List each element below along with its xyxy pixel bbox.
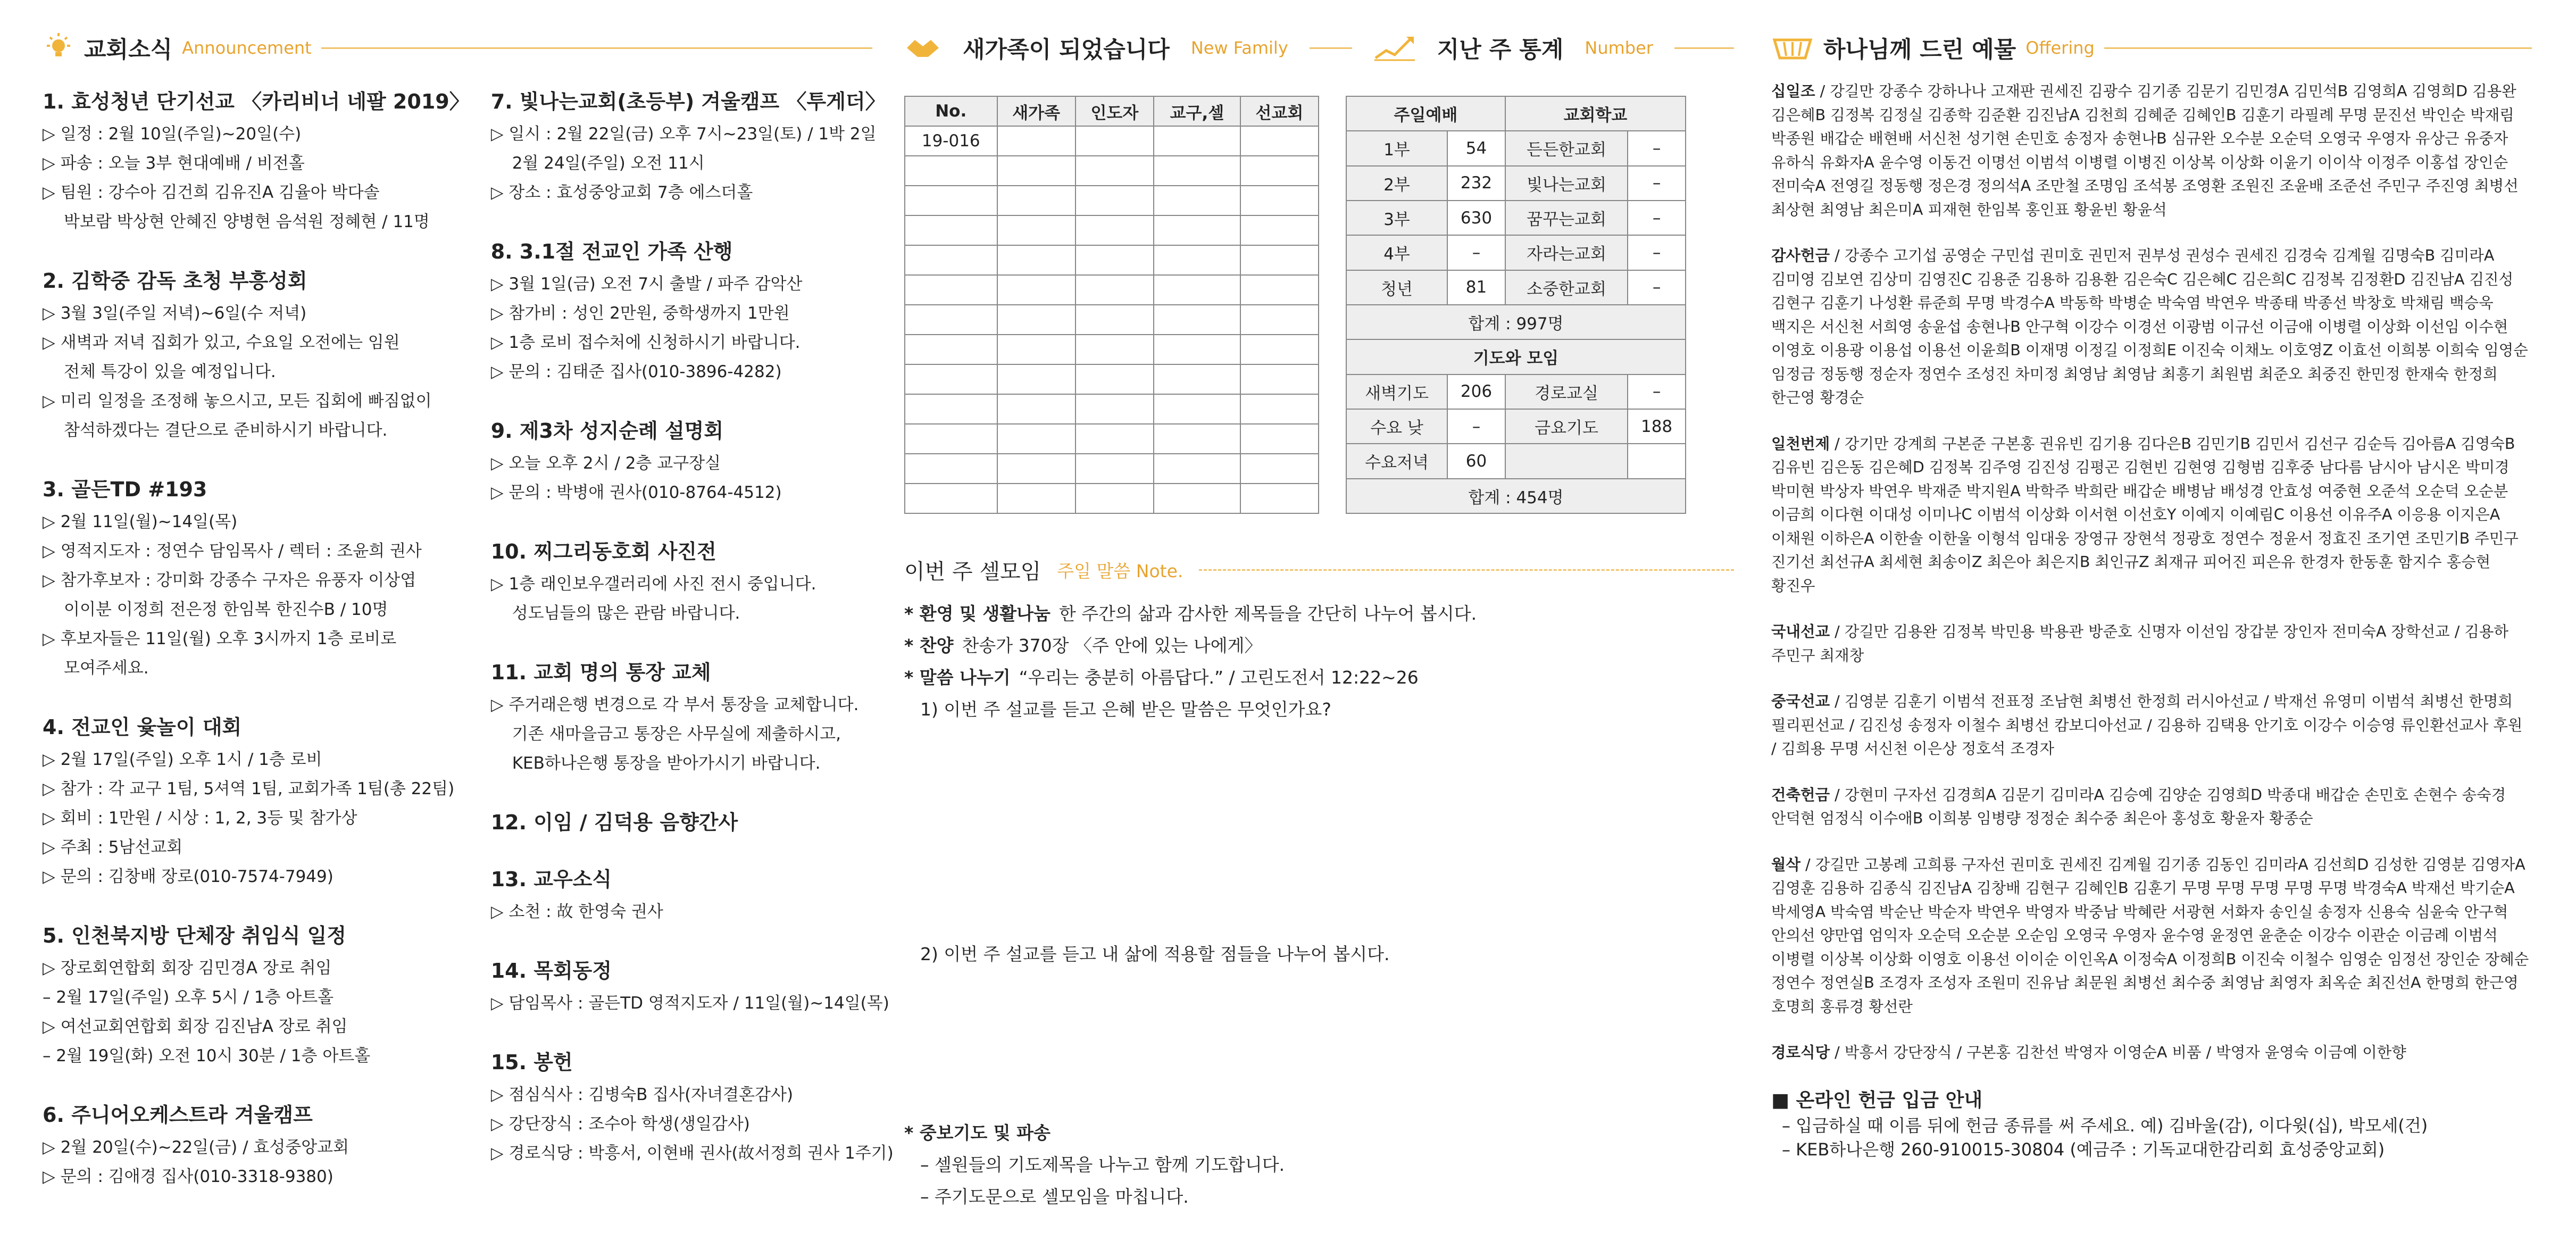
announcement-item-line: ▷ 주거래은행 변경으로 각 부서 통장을 교체합니다. (490, 695, 859, 714)
newfamily-cell (997, 126, 1076, 156)
newfamily-cell (1076, 484, 1154, 513)
cell-meeting-items (904, 598, 1734, 970)
announcement-item (43, 711, 470, 892)
announcement-item (491, 954, 894, 1018)
announcement-item-line: 참석하겠다는 결단으로 준비하시기 바랍니다. (64, 421, 388, 440)
offering-category: 국내선교 (1771, 623, 1830, 640)
announcement-item-title: 2. 김학중 감독 초청 부흥성회 (43, 269, 307, 293)
newfamily-cell (1076, 186, 1154, 215)
newfamily-cell (1154, 484, 1240, 513)
newfamily-cell (905, 275, 997, 305)
offering-category: 일천번제 (1771, 435, 1830, 453)
announcement-item-line: ▷ 참가후보자 : 강미화 강종수 구자은 유풍자 이상엽 (43, 571, 416, 590)
announcement-item-line: ▷ 여선교회연합회 회장 김진남A 장로 취임 (43, 1017, 348, 1036)
announcement-item-line: ▷ 파송 : 오늘 3부 현대예배 / 비전홀 (43, 154, 305, 173)
stats-prayer-value (1628, 444, 1686, 478)
newfamily-cell (1154, 394, 1240, 424)
newfamily-row (905, 424, 1319, 454)
announcement-item (43, 1098, 470, 1192)
newfamily-cell (1154, 424, 1240, 454)
announcement-item-line: ▷ 후보자들은 11일(월) 오후 3시까지 1층 로비로 (43, 629, 397, 648)
stats-prayer-label: 수요저녁 (1346, 444, 1447, 478)
newfamily-header-cell: 선교회 (1240, 96, 1319, 126)
stats-label: 4부 (1346, 235, 1447, 270)
offering-list (1771, 80, 2532, 1065)
offering-category: 경로식당 (1771, 1044, 1830, 1061)
announcement-item-line: ▷ 문의 : 김태준 집사(010-3896-4282) (490, 362, 782, 381)
announcement-item-line: ▷ 새벽과 저녁 집회가 있고, 수요일 오전에는 임원 (43, 333, 400, 352)
announcement-item-line: KEB하나은행 통장을 받아가시기 바랍니다. (512, 754, 821, 773)
newfamily-header-cell: 인도자 (1076, 96, 1154, 126)
newfamily-cell (1154, 186, 1240, 215)
cell-item-word: * 말씀 나누기 “우리는 충분히 아름답다.” / 고린도전서 12:22~26 (904, 667, 1419, 688)
stats-prayer-label: 새벽기도 (1346, 374, 1447, 409)
newfamily-cell (997, 215, 1076, 245)
newfamily-title: 새가족이 되었습니다 (963, 36, 1170, 63)
newfamily-cell (905, 394, 997, 424)
announcement-item-line: ▷ 문의 : 김창배 장로(010-7574-7949) (43, 867, 334, 886)
offering-title: 하나님께 드린 예물 (1823, 36, 2016, 63)
announcement-item-line: ▷ 미리 일정을 조정해 놓으시고, 모든 집회에 빠짐없이 (43, 392, 432, 411)
announcement-item-title: 6. 주니어오케스트라 겨울캠프 (43, 1103, 313, 1127)
announcement-item-line: ▷ 장소 : 효성중앙교회 7층 에스더홀 (490, 183, 753, 202)
newfamily-stats-section (904, 21, 1734, 970)
announcement-item-title: 13. 교우소식 (490, 868, 612, 891)
announcement-en: Announcement (182, 38, 312, 58)
announcement-item (43, 919, 470, 1071)
newfamily-cell (1154, 454, 1240, 484)
announcement-item-line: ▷ 2월 17일(주일) 오후 1시 / 1층 로비 (43, 750, 322, 769)
stats-school-value: – (1628, 235, 1686, 270)
prayer-line-1: – 셀원들의 기도제목을 나누고 함께 기도합니다. (920, 1154, 1285, 1175)
newfamily-cell (1076, 364, 1154, 394)
newfamily-cell (905, 484, 997, 513)
newfamily-cell (997, 394, 1076, 424)
newfamily-cell (905, 335, 997, 364)
newfamily-cell (1076, 335, 1154, 364)
stats-worship-row (1346, 270, 1686, 305)
cell-meeting-subtitle: 주일 말씀 Note. (1057, 560, 1183, 581)
newfamily-cell (1240, 335, 1319, 364)
announcement-item-title: 8. 3.1절 전교인 가족 산행 (490, 240, 733, 263)
announcement-item-line: 이이분 이정희 전은정 한임복 한진수B / 10명 (64, 600, 388, 619)
announcement-item-line: ▷ 주최 : 5남선교회 (43, 838, 183, 857)
announcement-item-line: 2월 24일(주일) 오전 11시 (512, 154, 705, 173)
announcement-item-title: 1. 효성청년 단기선교 〈카리비너 네팔 2019〉 (43, 90, 470, 113)
announcement-item-line: – 2월 17일(주일) 오후 5시 / 1층 아트홀 (43, 988, 334, 1007)
announcement-item-line: ▷ 영적지도자 : 정연수 담임목사 / 렉터 : 조윤희 권사 (43, 542, 422, 561)
newfamily-cell (1076, 394, 1154, 424)
lightbulb-icon (43, 32, 74, 64)
offering-header (1771, 21, 2532, 74)
newfamily-row (905, 186, 1319, 215)
stats-label: 1부 (1346, 131, 1447, 165)
stats-prayer-label: 수요 낮 (1346, 409, 1447, 444)
announcement-item-line: ▷ 참가 : 각 교구 1팀, 5셔역 1팀, 교회가족 1팀(총 22팀) (43, 779, 455, 798)
stats-worship-row (1346, 201, 1686, 235)
stats-prayer-value: 206 (1447, 374, 1505, 409)
stats-label: 2부 (1346, 166, 1447, 201)
stats-school-value: – (1628, 166, 1686, 201)
online-offering-line-2: – KEB하나은행 260-910015-30804 (예금주 : 기독교대한감리회 효성중앙교회) (1782, 1139, 2385, 1160)
stats-label: 청년 (1346, 270, 1447, 305)
announcement-item (491, 806, 894, 835)
announcement-item-title: 4. 전교인 윷놀이 대회 (43, 715, 242, 739)
announcement-item (491, 85, 894, 207)
basket-icon (1771, 35, 1814, 61)
announcement-item-line: ▷ 점심식사 : 김병숙B 집사(자녀결혼감사) (490, 1085, 794, 1104)
newfamily-cell (905, 454, 997, 484)
newfamily-cell (905, 424, 997, 454)
newfamily-row (905, 364, 1319, 394)
newfamily-cell (997, 275, 1076, 305)
stats-worship-header: 주일예배 (1346, 96, 1505, 131)
offering-names: / 강현미 구자선 김경희A 김문기 김미라A 김승예 김양순 김영희D 박종대 배갑순 손민호 손현수 송숙경 안덕현 엄정식 이수애B 이희봉 임병량 정정순 최수중 최은아 홍성호 황윤자 황종순 (1771, 786, 2506, 827)
cell-item-welcome: * 환영 및 생활나눔 한 주간의 삶과 감사한 제목들을 간단히 나누어 봅시다. (904, 603, 1477, 624)
announcement-item-line: ▷ 2월 11일(월)~14일(목) (43, 512, 238, 531)
offering-names: / 강기만 강계희 구본준 구본홍 권유빈 김기용 김다은B 김민기B 김민서 김선구 김순득 김아름A 김영숙B 김유빈 김은동 김은혜D 김정복 김주영 김진성 김평곤 김현빈 김현영 김형범 김후중 남다름 남시아 남시온 박미경 박미현 박상자 박연우 박재준 박지원A 박학주 박희란 배갑순 배병남 배성경 안효성 여중현 오준석 오순덕 오순분 이금희 이다현 이대성 이미나C 이범석 이상화 이서현 이선호Y 이예지 이예림C 이용선 이유주A 이응용 이지은A 이채원 이하은A 이한솔 이한울 이형석 임대웅 장영규 장현석 정광호 정연수 정윤서 정효진 조기연 조민기B 주민구 진기선 최선규A 최세현 최송이Z 최은아 최은지B 최인규Z 최재규 피어진 피은유 한경자 한동훈 함지수 홍승현 황진우 (1771, 435, 2519, 595)
newfamily-cell (1240, 424, 1319, 454)
stats-school-label: 든든한교회 (1505, 131, 1628, 165)
offering-category: 중국선교 (1771, 693, 1830, 710)
announcement-item-line: ▷ 3월 3일(주일 저녁)~6일(수 저녁) (43, 304, 307, 323)
newfamily-cell (1076, 245, 1154, 275)
announcement-item-title: 7. 빛나는교회(초등부) 겨울캠프 〈투게더〉 (490, 90, 886, 113)
newfamily-header-cell: No. (905, 96, 997, 126)
newfamily-row (905, 275, 1319, 305)
newfamily-cell (997, 186, 1076, 215)
online-offering-info (1771, 1087, 2532, 1162)
offering-paragraph (1771, 784, 2532, 831)
stats-prayer-label: 금요기도 (1505, 409, 1628, 444)
stats-value: 232 (1447, 166, 1505, 201)
stats-header-row (1346, 96, 1686, 131)
stats-prayer-total: 합계 : 454명 (1346, 479, 1686, 513)
newfamily-row (905, 215, 1319, 245)
announcement-item-line: ▷ 담임목사 : 골든TD 영적지도자 / 11일(월)~14일(목) (490, 994, 889, 1013)
handshake-icon (904, 35, 941, 61)
offering-names: / 강길만 강종수 강하나나 고재판 권세진 김광수 김기종 김문기 김민경A 김민석B 김영희A 김영희D 김용완 김은혜B 김정복 김정실 김종학 김준환 김진남A 김천희 김혜준 김혜인B 김훈기 라필례 무명 문진선 박인순 박재림 박종원 배갑순 배현배 서신천 성기현 손민호 송정자 송현나B 심규완 오수분 오순덕 오영국 우영자 유상근 유중자 유하식 유화자A 윤수영 이동건 이명선 이범석 이병렬 이병진 이상복 이상화 이윤기 이이삭 이정주 이홍섭 장인순 전미숙A 전영길 정동행 정은경 정의석A 조만철 조명임 조석봉 조영환 조원진 조윤배 조준선 주민구 주진영 최병선 최상현 최영남 최은미A 피재현 한임복 홍인표 황윤빈 황윤석 (1771, 82, 2519, 219)
newfamily-cell (997, 484, 1076, 513)
newfamily-cell (905, 215, 997, 245)
newfamily-cell (905, 364, 997, 394)
stats-school-value: – (1628, 270, 1686, 305)
cell-item-hymn: * 찬양 찬송가 370장 〈주 안에 있는 나에게〉 (904, 635, 1262, 656)
announcement-item (43, 473, 470, 683)
announcement-item-title: 10. 찌그리동호회 사진전 (490, 540, 716, 563)
newfamily-cell (1240, 364, 1319, 394)
stats-prayer-label (1505, 444, 1628, 478)
stats-value: 81 (1447, 270, 1505, 305)
cell-meeting-header (904, 551, 1734, 588)
announcement-item-line: ▷ 일시 : 2월 22일(금) 오후 7시~23일(토) / 1박 2일 (490, 124, 877, 144)
offering-paragraph (1771, 690, 2532, 761)
prayer-section (904, 1117, 1734, 1213)
online-offering-title: ■ 온라인 헌금 입금 안내 (1771, 1089, 1983, 1111)
announcement-item (491, 656, 894, 778)
newfamily-cell (1240, 305, 1319, 335)
announcement-item-line: ▷ 장로회연합회 회장 김민경A 장로 취임 (43, 959, 332, 978)
newfamily-header-cell: 교구,셀 (1154, 96, 1240, 126)
newfamily-row (905, 126, 1319, 156)
newfamily-table (904, 96, 1319, 514)
newfamily-cell (997, 454, 1076, 484)
announcement-item-line: ▷ 2월 20일(수)~22일(금) / 효성중앙교회 (43, 1138, 349, 1157)
newfamily-cell: 19-016 (905, 126, 997, 156)
announcement-item (491, 235, 894, 387)
newfamily-cell (1240, 186, 1319, 215)
newfamily-cell (1076, 215, 1154, 245)
offering-paragraph (1771, 853, 2532, 1019)
newfamily-cell (997, 364, 1076, 394)
announcement-item-line: ▷ 강단장식 : 조수아 학생(생일감사) (490, 1114, 750, 1134)
offering-paragraph (1771, 80, 2532, 222)
stats-prayer-header-row (1346, 339, 1686, 374)
newfamily-cell (1240, 156, 1319, 186)
announcement-item-title: 5. 인천북지방 단체장 취임식 일정 (43, 924, 346, 947)
newfamily-cell (1240, 454, 1319, 484)
stats-worship-row (1346, 131, 1686, 165)
announcement-item (491, 414, 894, 507)
announcement-item-title: 15. 봉헌 (490, 1051, 573, 1074)
announcement-item (43, 85, 470, 237)
newfamily-cell (1076, 275, 1154, 305)
newfamily-header-cell: 새가족 (997, 96, 1076, 126)
newfamily-row (905, 245, 1319, 275)
stats-prayer-row (1346, 444, 1686, 478)
stats-prayer-value: – (1628, 374, 1686, 409)
announcement-item-line: ▷ 회비 : 1만원 / 시상 : 1, 2, 3등 및 참가상 (43, 809, 357, 828)
newfamily-cell (997, 424, 1076, 454)
stats-prayer-row (1346, 374, 1686, 409)
stats-school-value: – (1628, 131, 1686, 165)
stats-en: Number (1585, 38, 1653, 58)
stats-prayer-value: 60 (1447, 444, 1505, 478)
prayer-title: * 중보기도 및 파송 (904, 1122, 1051, 1143)
newfamily-cell (1154, 335, 1240, 364)
stats-table (1346, 96, 1686, 514)
announcement-item-line: ▷ 3월 1일(금) 오전 7시 출발 / 파주 감악산 (490, 274, 803, 294)
header-divider (2104, 47, 2532, 49)
offering-section (1771, 21, 2532, 1162)
offering-category: 건축헌금 (1771, 786, 1830, 804)
online-offering-line-1: – 입금하실 때 이름 뒤에 헌금 종류를 써 주세요. 예) 김바울(감), 이다윗(십), 박모세(건) (1782, 1115, 2428, 1136)
newfamily-cell (997, 335, 1076, 364)
announcement-item-line: 기존 새마을금고 통장은 사무실에 제출하시고, (512, 725, 841, 744)
announcement-col-left (43, 85, 470, 1219)
announcement-item (491, 1046, 894, 1168)
announcement-col-right (491, 85, 894, 1219)
stats-worship-row (1346, 166, 1686, 201)
prayer-line-2: – 주기도문으로 셀모임을 마칩니다. (920, 1186, 1189, 1207)
newfamily-cell (997, 156, 1076, 186)
newfamily-cell (997, 305, 1076, 335)
stats-school-label: 꿈꾸는교회 (1505, 201, 1628, 235)
stats-value: – (1447, 235, 1505, 270)
announcement-item-line: 성도님들의 많은 관람 바랍니다. (512, 604, 740, 623)
stats-prayer-row (1346, 409, 1686, 444)
newfamily-cell (1154, 215, 1240, 245)
newfamily-row (905, 484, 1319, 513)
announcement-item-title: 11. 교회 명의 통장 교체 (490, 661, 711, 684)
newfamily-cell (1076, 305, 1154, 335)
newfamily-cell (1154, 305, 1240, 335)
offering-paragraph (1771, 1041, 2532, 1065)
stats-value: 630 (1447, 201, 1505, 235)
stats-prayer-total-row (1346, 479, 1686, 513)
offering-names: / 강길만 고봉례 고희룡 구자선 권미호 권세진 김계월 김기종 김동인 김미라A 김선희D 김성한 김영분 김영자A 김영훈 김용하 김종식 김진남A 김창배 김현구 김혜인B 김훈기 무명 무명 무명 무명 무명 박경숙A 박재선 박기순A 박세영A 박숙염 박순난 박순자 박연우 박영자 박중남 박혜란 서광현 서화자 송인실 송정자 신용숙 심윤숙 안구혁 안의선 양만엽 엄익자 오순덕 오순분 오순임 오영국 우영자 윤수영 윤정연 윤춘순 이강수 이관순 이금례 이범석 이병렬 이상복 이상화 이영호 이용선 이이순 이인옥A 이정숙A 이정희B 이진숙 이철수 임영순 임정선 장인순 장혜순 정연수 정연실B 조경자 조성자 조원미 진유남 최문원 최병선 최수중 최영남 최영자 최옥순 최진선A 한명희 한근영 호명희 홍류경 황선란 (1771, 855, 2529, 1015)
announcement-item-title: 3. 골든TD #193 (43, 478, 207, 501)
offering-paragraph (1771, 432, 2532, 598)
announcement-item-title: 9. 제3차 성지순례 설명회 (490, 419, 724, 443)
announcement-item (43, 264, 470, 445)
chart-trend-icon (1373, 35, 1416, 61)
newfamily-cell (905, 245, 997, 275)
header-divider (1674, 47, 1734, 49)
offering-names: / 강종수 고기섭 공영순 구민섭 권미호 권민저 권부성 권성수 권세진 김경숙 김계월 김명숙B 김미라A 김미영 김보연 김상미 김영진C 김용준 김용하 김용환 김은숙C 김은혜C 김은희C 김정복 김정환D 김진남A 김진성 김현구 김훈기 나성환 류준희 무명 박경수A 박동학 박병순 박숙염 박연우 박종태 박종선 박창호 박채림 백승욱 백지은 서신천 서희영 송윤섭 송현나B 안구혁 이강수 이경선 이광범 이규선 이금애 이병렬 이상화 이선임 이수현 이영호 이용광 이용섭 이용선 이윤희B 이재명 이정길 이정희E 이진숙 이채노 이호영Z 이효선 이희봉 이희숙 임영순 임정금 정동행 정순자 정연수 조성진 차미정 최영남 최영남 최흥기 최원범 최준오 최중진 한민정 한재숙 한정희 한근영 황경순 (1771, 247, 2528, 406)
newfamily-cell (1154, 126, 1240, 156)
newfamily-cell (1154, 156, 1240, 186)
stats-school-header: 교회학교 (1505, 96, 1686, 131)
offering-names: / 강길만 김용완 김정복 박민용 박용관 방준호 신명자 이선임 장갑분 장인자 전미숙A 장학선교 / 김용하 주민구 최재창 (1771, 623, 2508, 664)
stats-value: 54 (1447, 131, 1505, 165)
announcement-item-line: ▷ 문의 : 박병애 권사(010-8764-4512) (490, 483, 782, 502)
newfamily-row (905, 305, 1319, 335)
announcement-section (43, 21, 894, 1219)
offering-paragraph (1771, 244, 2532, 410)
newfamily-cell (997, 245, 1076, 275)
stats-worship-row (1346, 235, 1686, 270)
announcement-header (43, 21, 872, 74)
announcement-item-line: 모여주세요. (64, 659, 149, 678)
stats-prayer-value: 188 (1628, 409, 1686, 444)
announcement-item-line: ▷ 1층 래인보우갤러리에 사진 전시 중입니다. (490, 575, 816, 594)
newfamily-cell (1240, 126, 1319, 156)
memo-divider (1199, 569, 1734, 571)
announcement-item-line: 전체 특강이 있을 예정입니다. (64, 362, 276, 381)
cell-meeting-title: 이번 주 셀모임 (904, 559, 1041, 584)
offering-category: 십일조 (1771, 82, 1815, 100)
stats-worship-total: 합계 : 997명 (1346, 305, 1686, 339)
stats-school-label: 빛나는교회 (1505, 166, 1628, 201)
newfamily-cell (1154, 275, 1240, 305)
stats-prayer-value: – (1447, 409, 1505, 444)
newfamily-header-row (905, 96, 1319, 126)
cell-question-1: 1) 이번 주 설교를 듣고 은혜 받은 말씀은 무엇인가요? (920, 699, 1331, 720)
offering-names: / 박흥서 강단장식 / 구본홍 김찬선 박영자 이영순A 비품 / 박영자 윤영숙 이금예 이한향 (1830, 1044, 2406, 1061)
newfamily-cell (1240, 394, 1319, 424)
newfamily-row (905, 335, 1319, 364)
cell-question-2: 2) 이번 주 설교를 듣고 내 삶에 적용할 점들을 나누어 봅시다. (920, 944, 1390, 964)
newfamily-row (905, 394, 1319, 424)
stats-title: 지난 주 통계 (1437, 36, 1564, 63)
announcement-item-line: ▷ 일정 : 2월 10일(주일)~20일(수) (43, 124, 302, 144)
newfamily-cell (1076, 454, 1154, 484)
header-divider (1310, 47, 1352, 49)
announcement-item-line: 박보람 박상현 안혜진 양병현 음석원 정혜현 / 11명 (64, 212, 430, 231)
stats-school-value: – (1628, 201, 1686, 235)
newfamily-en: New Family (1190, 38, 1288, 58)
newfamily-cell (1154, 245, 1240, 275)
newfamily-cell (905, 305, 997, 335)
announcement-item (491, 535, 894, 628)
announcement-item-line: ▷ 1층 로비 접수처에 신청하시기 바랍니다. (490, 333, 801, 352)
offering-category: 감사헌금 (1771, 247, 1830, 264)
newfamily-cell (1076, 156, 1154, 186)
newfamily-cell (1076, 126, 1154, 156)
stats-school-label: 소중한교회 (1505, 270, 1628, 305)
newfamily-cell (905, 186, 997, 215)
stats-total-row (1346, 305, 1686, 339)
announcement-item-title: 12. 이임 / 김덕용 음향간사 (490, 811, 738, 834)
newfamily-cell (1240, 275, 1319, 305)
announcement-item-line: ▷ 문의 : 김애경 집사(010-3318-9380) (43, 1167, 334, 1186)
announcement-item-line: ▷ 경로식당 : 박흥서, 이현배 권사(故서정희 권사 1주기) (490, 1144, 894, 1163)
newfamily-cell (1154, 364, 1240, 394)
announcement-item-line: ▷ 소천 : 故 한영숙 권사 (490, 902, 663, 921)
newfamily-cell (1076, 424, 1154, 454)
newfamily-cell (1240, 215, 1319, 245)
offering-en: Offering (2025, 38, 2095, 58)
stats-prayer-label: 경로교실 (1505, 374, 1628, 409)
announcement-item-line: ▷ 팀원 : 강수아 김건희 김유진A 김율아 박다솔 (43, 183, 380, 202)
stats-label: 3부 (1346, 201, 1447, 235)
newfamily-row (905, 156, 1319, 186)
newfamily-stats-header (904, 21, 1734, 74)
header-divider (321, 47, 872, 49)
offering-paragraph (1771, 620, 2532, 668)
announcement-item (491, 863, 894, 927)
announcement-item-line: ▷ 오늘 오후 2시 / 2층 교구장실 (490, 454, 721, 473)
announcement-title: 교회소식 (84, 36, 173, 63)
offering-names: / 김영분 김훈기 이범석 전표정 조남현 최병선 한정희 러시아선교 / 박재선 유영미 이범석 최병선 한명희 필리핀선교 / 김진성 송정자 이철수 최병선 캄보디아선교 / 김용하 김택용 안기호 이강수 이승영 류인환선교사 후원 / 김희용 무명 서신천 이은상 정호석 조경자 (1771, 693, 2523, 757)
announcement-item-line: – 2월 19일(화) 오전 10시 30분 / 1층 아트홀 (43, 1046, 371, 1065)
stats-prayer-header: 기도와 모임 (1346, 339, 1686, 374)
offering-category: 월삭 (1771, 855, 1801, 873)
announcement-item-line: ▷ 참가비 : 성인 2만원, 중학생까지 1만원 (490, 304, 790, 323)
newfamily-cell (905, 156, 997, 186)
newfamily-row (905, 454, 1319, 484)
stats-school-label: 자라는교회 (1505, 235, 1628, 270)
announcement-item-title: 14. 목회동정 (490, 959, 612, 983)
newfamily-cell (1240, 245, 1319, 275)
newfamily-cell (1240, 484, 1319, 513)
